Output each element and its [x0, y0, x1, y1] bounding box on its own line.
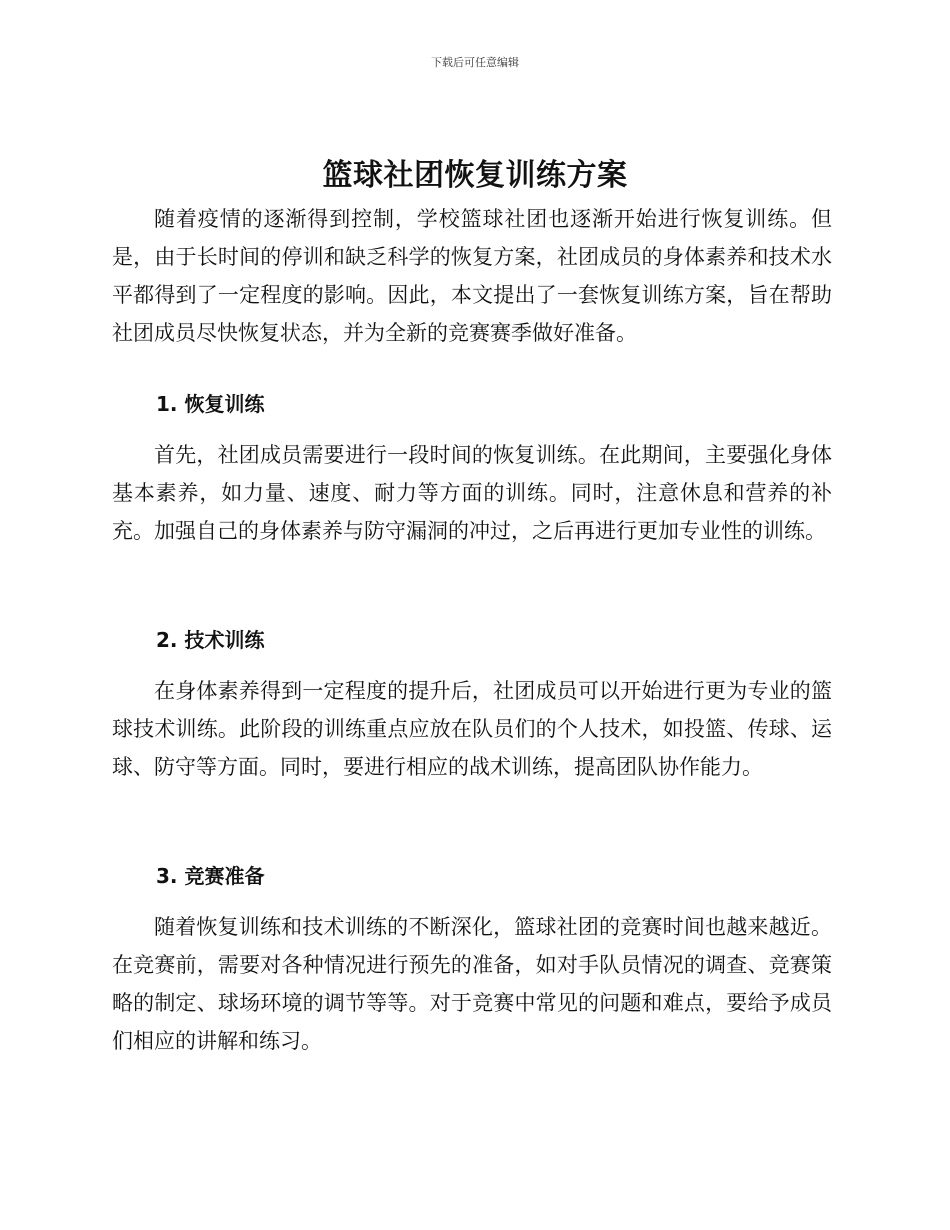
- section-heading-technique: 2. 技术训练: [156, 628, 265, 652]
- section-body-competition: 随着恢复训练和技术训练的不断深化，篮球社团的竞赛时间也越来越近。在竞赛前，需要对各种情况进行预先的准备，如对手队员情况的调查、竞赛策略的制定、球场环境的调节等等。对于竞赛中常见的问题和难点，要给予成员们相应的讲解和练习。: [112, 915, 832, 1053]
- document-title: 篮球社团恢复训练方案: [322, 158, 628, 193]
- section-heading-recovery: 1. 恢复训练: [156, 392, 265, 416]
- section-heading-competition: 3. 竞赛准备: [156, 864, 265, 888]
- header-note: 下载后可任意编辑: [431, 56, 519, 69]
- section-body-technique: 在身体素养得到一定程度的提升后，社团成员可以开始进行更为专业的篮球技术训练。此阶段的训练重点应放在队员们的个人技术，如投篮、传球、运球、防守等方面。同时，要进行相应的战术训练，提高团队协作能力。: [112, 679, 832, 779]
- intro-paragraph: 随着疫情的逐渐得到控制，学校篮球社团也逐渐开始进行恢复训练。但是，由于长时间的停训和缺乏科学的恢复方案，社团成员的身体素养和技术水平都得到了一定程度的影响。因此，本文提出了一套恢复训练方案，旨在帮助社团成员尽快恢复状态，并为全新的竞赛赛季做好准备。: [112, 207, 832, 345]
- section-body-recovery: 首先，社团成员需要进行一段时间的恢复训练。在此期间，主要强化身体基本素养，如力量、速度、耐力等方面的训练。同时，注意休息和营养的补充。加强自己的身体素养与防守漏洞的冲过，之后再进行更加专业性的训练。: [112, 443, 832, 543]
